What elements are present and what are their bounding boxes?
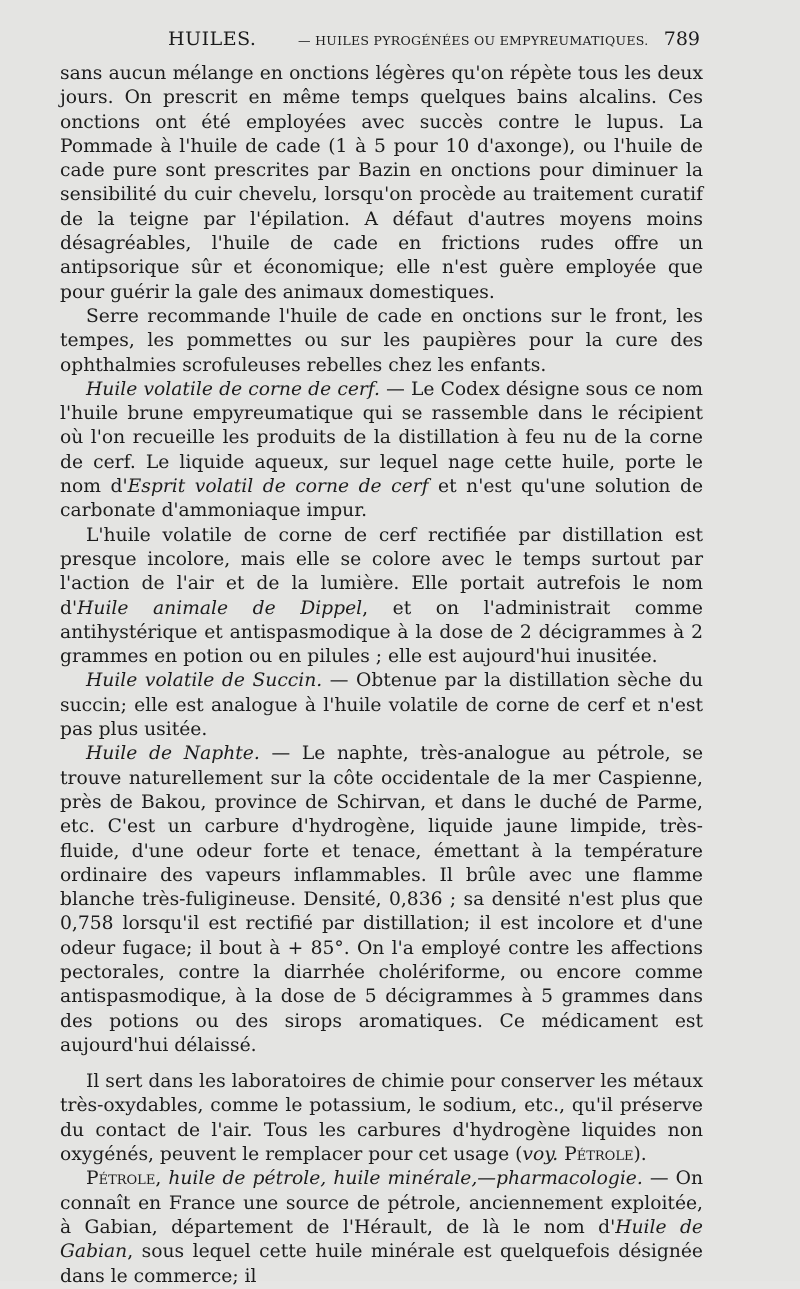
header-title: HUILES. [168, 28, 257, 50]
paragraph-5: Huile volatile de Succin. — Obtenue par la distillation sèche du succin; elle est analogue à l'huile volatile de corne de cerf et n'est pas plus usitée. [60, 670, 703, 741]
header-subtitle: — HUILES PYROGÉNÉES OU EMPYREUMATIQUES. [298, 33, 649, 48]
paragraph-2: Serre recommande l'huile de cade en onctions sur le front, les tempes, les pommettes ou sur les paupières pour la cure des ophthalmies scrofuleuses rebelles chez les enfants. [60, 305, 703, 376]
paragraph-1: sans aucun mélange en onctions légères qu'on répète tous les deux jours. On prescrit en même temps quelques bains alcalins. Ces onctions ont été employées avec succès contre le lupus. La Pommade à l'huile de cade (1 à 5 pour 10 d'axonge), ou l'huile de cade pure sont prescrites par Bazin en onctions pour diminuer la sensibilité du cuir chevelu, lorsqu'on procède au traitement curatif de la teigne par l'épilation. A défaut d'autres moyens moins désagréables, l'huile de cade en frictions rudes offre un antipsorique sûr et économique; elle n'est guère employée que pour guérir la gale des animaux domestiques. [60, 63, 703, 303]
entry-heading: Huile volatile de corne de cerf. [86, 378, 380, 400]
page-number: 789 [663, 28, 700, 50]
paragraph-8: Pétrole, huile de pétrole, huile minérale,—pharmacologie. — On connaît en France une source de pétrole, anciennement exploitée, à Gabian, département de l'Hérault, de là le nom d'Huile de Gabian, sous lequel cette huile minérale est quelquefois désignée dans le commerce; il [60, 1168, 703, 1287]
paragraph-3: Huile volatile de corne de cerf. — Le Codex désigne sous ce nom l'huile brune empyreumatique qui se rassemble dans le récipient où l'on recueille les produits de la distillation à feu nu de la corne de cerf. Le liquide aqueux, sur lequel nage cette huile, porte le nom d'Esprit volatil de corne de cerf et n'est qu'une solution de carbonate d'ammoniaque impur. [60, 378, 704, 522]
paragraph-6: Huile de Naphte. — Le naphte, très-analogue au pétrole, se trouve naturellement sur la côte occidentale de la mer Caspienne, près de Bakou, province de Schirvan, et dans le duché de Parme, etc. C'est un carbure d'hydrogène, liquide jaune limpide, très-fluide, d'une odeur forte et tenace, émettant à la température ordinaire des vapeurs inflammables. Il brûle avec une flamme blanche très-fuligineuse. Densité, 0,836 ; sa densité n'est plus que 0,758 lorsqu'il est rectifié par distillation; il est incolore et d'une odeur fugace; il bout à + 85°. On l'a employé contre les affections pectorales, contre la diarrhée cholériforme, ou encore comme antispasmodique, à la dose de 5 décigrammes à 5 grammes dans des potions ou des sirops aromatiques. Ce médicament est aujourd'hui délaissé. [60, 743, 704, 1056]
entry-heading: Pétrole [86, 1168, 156, 1190]
body-text [60, 62, 703, 1289]
paragraph-4: L'huile volatile de corne de cerf rectifiée par distillation est presque incolore, mais elle se colore avec le temps surtout par l'action de l'air et de la lumière. Elle portait autrefois le nom d'Huile animale de Dippel, et on l'administrait comme antihystérique et antispasmodique à la dose de 2 décigrammes à 2 grammes en potion ou en pilules ; elle est aujourd'hui inusitée. [60, 524, 703, 668]
entry-heading: Huile de Naphte. [86, 743, 260, 765]
paragraph-7: Il sert dans les laboratoires de chimie pour conserver les métaux très-oxydables, comme le potassium, le sodium, etc., qu'il préserve du contact de l'air. Tous les carbures d'hydrogène liquides non oxygénés, peuvent le remplacer pour cet usage (voy. Pétrole). [60, 1071, 703, 1166]
entry-heading: Huile volatile de Succin. [86, 670, 323, 692]
running-header [60, 26, 700, 56]
